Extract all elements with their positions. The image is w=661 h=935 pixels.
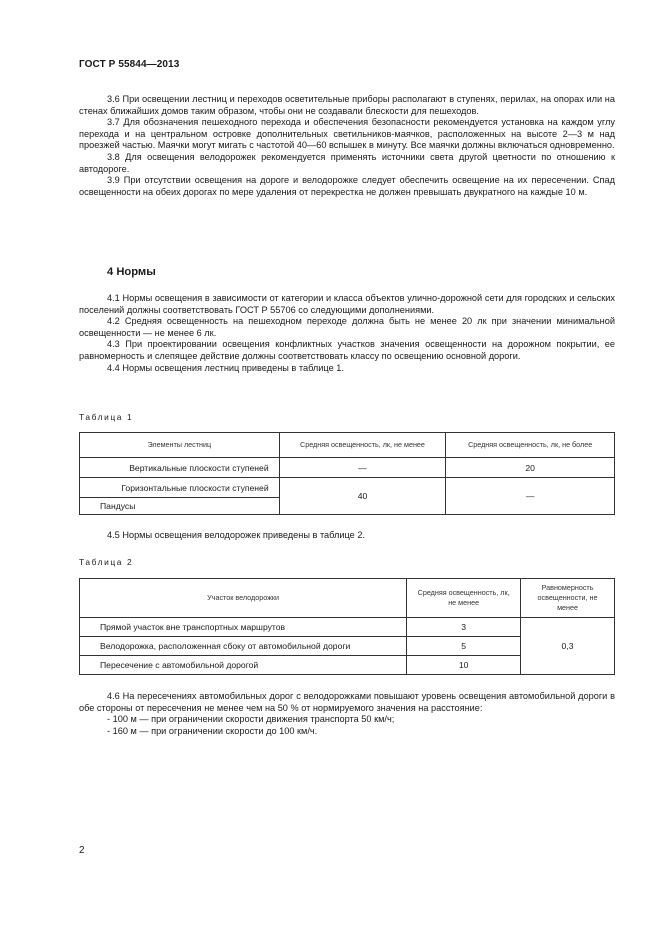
table-row bbox=[80, 618, 615, 637]
section-4-text bbox=[79, 293, 615, 374]
table-cell: 20 bbox=[446, 458, 615, 478]
table-2-header-cell: Равномерность освещенности, не менее bbox=[521, 579, 615, 618]
section-4-heading: 4 Нормы bbox=[107, 266, 156, 278]
table-cell: 0,3 bbox=[521, 618, 615, 675]
paragraph-3-8: 3.8 Для освещения велодорожек рекомендуется применять источники света другой цветности по отношению к автодороге. bbox=[79, 151, 615, 174]
paragraph-4-1: 4.1 Нормы освещения в зависимости от категории и класса объектов улично-дорожной сети для городских и сельских поселений должны соответствовать ГОСТ Р 55706 со следующими дополнениями. bbox=[79, 293, 615, 315]
page-number: 2 bbox=[79, 845, 85, 856]
table-2-header-cell: Средняя освещенность, лк, не менее bbox=[407, 579, 521, 618]
section-3-text bbox=[79, 94, 615, 198]
table-cell: 5 bbox=[407, 637, 521, 656]
paragraph-3-7: 3.7 Для обозначения пешеходного перехода и обеспечения безопасности рекомендуется установка на каждом углу перехода и на центральном островке дополнительных светильников-маячков, расположенных на высоте 2—3 м над проезжей частью. Маячки могут мигать с частотой 40—60 вспышек в минуту. Все маячки должны включаться одновременно. bbox=[79, 117, 615, 151]
paragraph-3-6: 3.6 При освещении лестниц и переходов осветительные приборы располагают в ступенях, перилах, на опорах или на стенах ближайших домов таким образом, чтобы они не создавали блескости для пешеходов. bbox=[79, 94, 615, 116]
table-2-header-cell: Участок велодорожки bbox=[80, 579, 407, 618]
table-1-header-row bbox=[80, 433, 615, 458]
list-item: - 100 м — при ограничении скорости движения транспорта 50 км/ч; bbox=[107, 714, 395, 725]
table-cell: 40 bbox=[279, 478, 446, 515]
table-row bbox=[80, 458, 615, 478]
paragraph-4-2: 4.2 Средняя освещенность на пешеходном переходе должна быть не менее 20 лк при значении минимальной освещенности — не менее 6 лк. bbox=[79, 316, 615, 338]
paragraph-4-5: 4.5 Нормы освещения велодорожек приведены в таблице 2. bbox=[107, 530, 365, 540]
table-cell: — bbox=[446, 478, 615, 515]
table-cell: Горизонтальные плоскости ступеней bbox=[80, 478, 280, 498]
table-1-header-cell: Средняя освещенность, лк, не менее bbox=[279, 433, 446, 458]
table-1-header-cell: Средняя освещенность, лк, не более bbox=[446, 433, 615, 458]
table-row bbox=[80, 478, 615, 498]
paragraph-4-3: 4.3 При проектировании освещения конфликтных участков значения освещенности на дорожном покрытии, ее равномерность и слепящее действие должны соответствовать классу по освещению основной дороги. bbox=[79, 339, 615, 361]
table-2 bbox=[79, 578, 615, 675]
table-cell: Пандусы bbox=[80, 498, 280, 515]
list-item: - 160 м — при ограничении скорости до 100 км/ч. bbox=[107, 725, 318, 736]
table-cell: Вертикальные плоскости ступеней bbox=[80, 458, 280, 478]
paragraph-3-9: 3.9 При отсутствии освещения на дороге и велодорожке следует обеспечить освещение на их пересечении. Спад освещенности на обеих дорогах по мере удаления от перекрестка не должен превышать двукратного на каждые 10 м. bbox=[79, 175, 615, 197]
table-cell: Прямой участок вне транспортных маршрутов bbox=[80, 618, 407, 637]
table-cell: 10 bbox=[407, 656, 521, 675]
document-header: ГОСТ Р 55844—2013 bbox=[79, 59, 180, 70]
table-cell: — bbox=[279, 458, 446, 478]
table-cell: Пересечение с автомобильной дорогой bbox=[80, 656, 407, 675]
section-4-6-text bbox=[79, 691, 615, 737]
paragraph-4-5-block bbox=[79, 530, 615, 542]
table-2-header-row bbox=[80, 579, 615, 618]
paragraph-4-6: 4.6 На пересечениях автомобильных дорог с велодорожками повышают уровень освещения автомобильной дороги в обе стороны от пересечения не менее чем на 50 % от нормируемого значения на расстояние: bbox=[79, 691, 615, 713]
table-cell: Велодорожка, расположенная сбоку от автомобильной дороги bbox=[80, 637, 407, 656]
paragraph-4-4: 4.4 Нормы освещения лестниц приведены в таблице 1. bbox=[107, 362, 344, 373]
table-1-caption: Таблица 1 bbox=[79, 412, 134, 422]
table-2-caption: Таблица 2 bbox=[79, 557, 134, 567]
table-cell: 3 bbox=[407, 618, 521, 637]
table-1 bbox=[79, 432, 615, 515]
table-1-header-cell: Элементы лестниц bbox=[80, 433, 280, 458]
